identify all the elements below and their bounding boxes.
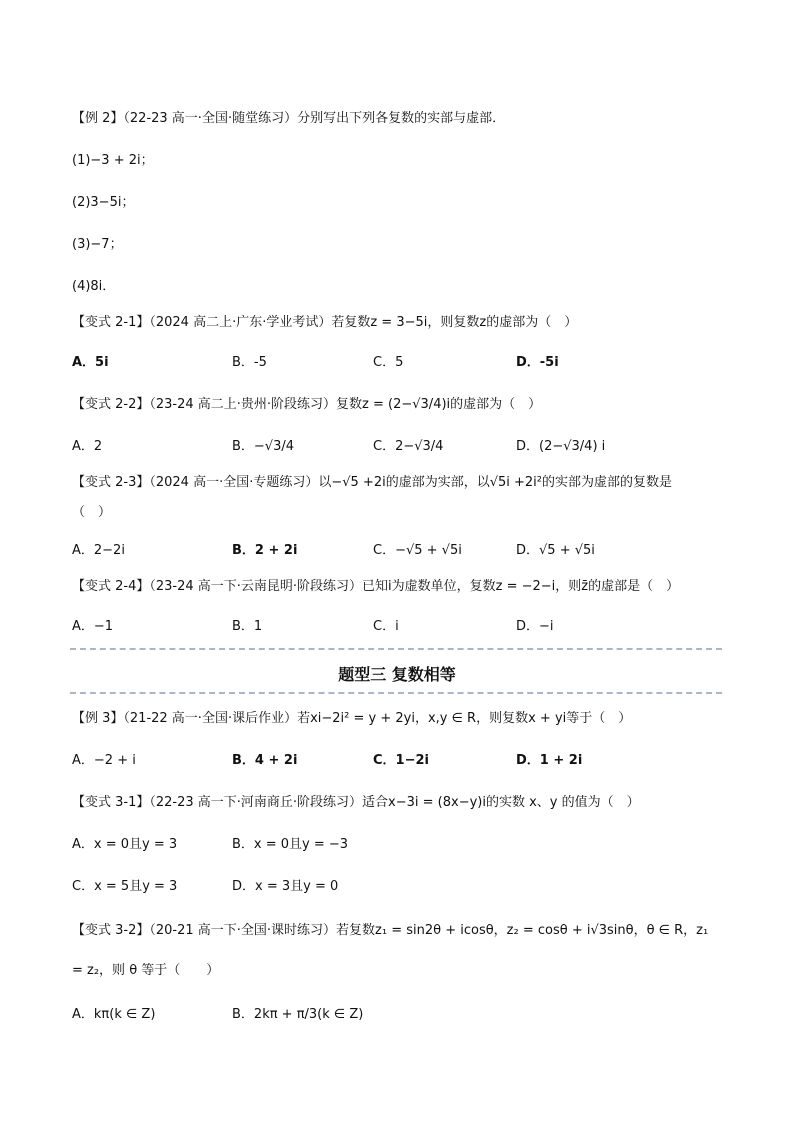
- variant-2-1-question: 【变式 2-1】（2024 高二上·广东·学业考试）若复数z = 3−5i，则复数z的虚部为（ ）: [72, 315, 578, 330]
- variant-2-4-option-d: D．−i: [516, 619, 554, 634]
- example-3-option-b: B．4 + 2i: [232, 753, 298, 768]
- variant-2-2-question: 【变式 2-2】（23-24 高二上·贵州·阶段练习）复数z = (2−√3/4)i的虚部为（ ）: [72, 397, 542, 412]
- section-divider-bottom: [70, 692, 722, 694]
- example-3-option-d: D．1 + 2i: [516, 753, 583, 768]
- variant-3-2-question-cont: = z₂，则 θ 等于（ ）: [72, 963, 220, 978]
- example-2-item-1: (1)−3 + 2i；: [72, 153, 154, 168]
- example-3-option-a: A．−2 + i: [72, 753, 136, 768]
- variant-3-1-question: 【变式 3-1】（22-23 高一下·河南商丘·阶段练习）适合x−3i = (8x−y)i的实数 x、y 的值为（ ）: [72, 795, 640, 810]
- variant-2-2-option-b: B．−√3/4: [232, 439, 295, 454]
- variant-3-1-option-c: C．x = 5且y = 3: [72, 879, 178, 894]
- variant-2-4-question: 【变式 2-4】（23-24 高一下·云南昆明·阶段练习）已知i为虚数单位，复数z = −2−i，则z̄的虚部是（ ）: [72, 579, 680, 594]
- example-2-item-3: (3)−7；: [72, 237, 123, 252]
- example-3-question: 【例 3】（21-22 高一·全国·课后作业）若xi−2i² = y + 2yi，x,y ∈ R，则复数x + yi等于（ ）: [72, 711, 632, 726]
- variant-2-3-option-c: C．−√5 + √5i: [373, 543, 462, 558]
- variant-2-4-option-a: A．−1: [72, 619, 114, 634]
- variant-3-2-option-b: B．2kπ + π/3(k ∈ Z): [232, 1007, 364, 1022]
- example-2-item-2: (2)3−5i；: [72, 195, 135, 210]
- variant-2-1-option-b: B．-5: [232, 355, 267, 370]
- variant-2-2-option-d: D．(2−√3/4) i: [516, 439, 606, 454]
- section-title: 题型三 复数相等: [338, 665, 456, 684]
- variant-2-2-option-a: A．2: [72, 439, 103, 454]
- variant-3-1-option-d: D．x = 3且y = 0: [232, 879, 339, 894]
- variant-2-1-option-d: D．-5i: [516, 355, 559, 370]
- variant-2-3-question: 【变式 2-3】（2024 高一·全国·专题练习）以−√5 +2i的虚部为实部，以√5i +2i²的实部为虚部的复数是: [72, 475, 672, 490]
- variant-3-2-option-a: A．kπ(k ∈ Z): [72, 1007, 156, 1022]
- variant-2-3-option-b: B．2 + 2i: [232, 543, 298, 558]
- example-2-item-4: (4)8i．: [72, 279, 116, 294]
- variant-2-2-option-c: C．2−√3/4: [373, 439, 444, 454]
- variant-2-4-option-b: B．1: [232, 619, 263, 634]
- section-divider-top: [70, 648, 722, 650]
- variant-2-1-option-c: C．5: [373, 355, 404, 370]
- example-2-header: 【例 2】（22-23 高一·全国·随堂练习）分别写出下列各复数的实部与虚部．: [72, 111, 506, 126]
- variant-2-3-option-d: D．√5 + √5i: [516, 543, 595, 558]
- variant-3-2-question: 【变式 3-2】（20-21 高一下·全国·课时练习）若复数z₁ = sin2θ + icosθ，z₂ = cosθ + i√3sinθ，θ ∈ R，z₁: [72, 923, 709, 938]
- example-3-option-c: C．1−2i: [373, 753, 429, 768]
- variant-2-4-option-c: C．i: [373, 619, 399, 634]
- variant-3-1-option-b: B．x = 0且y = −3: [232, 837, 349, 852]
- variant-2-3-option-a: A．2−2i: [72, 543, 125, 558]
- variant-2-1-option-a: A．5i: [72, 355, 109, 370]
- variant-2-3-question-cont: （ ）: [72, 505, 112, 520]
- variant-3-1-option-a: A．x = 0且y = 3: [72, 837, 178, 852]
